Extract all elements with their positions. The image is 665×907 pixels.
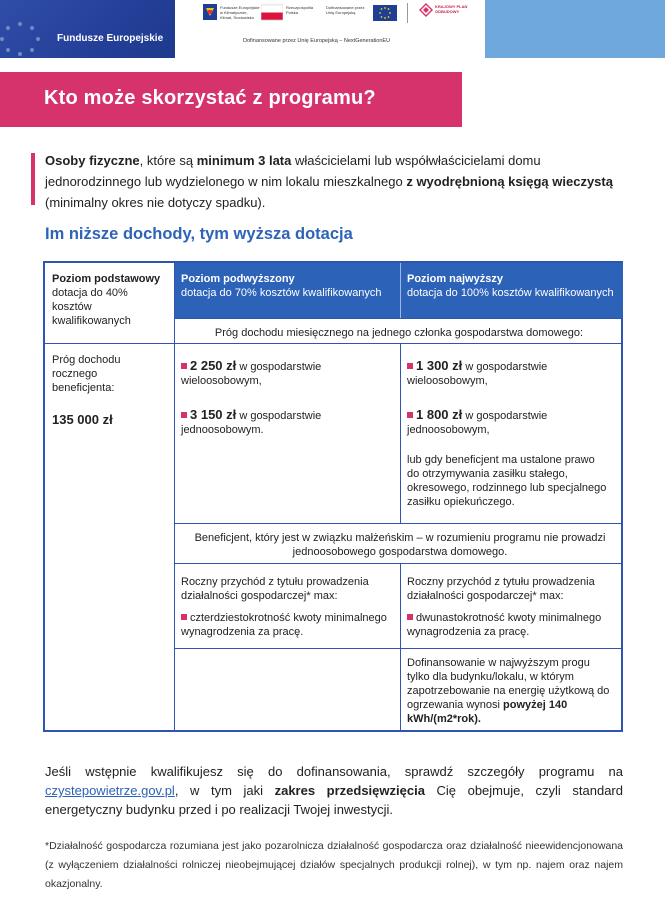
highest-level-title: Poziom najwyższy — [407, 273, 503, 285]
outro-text-3: Cię obejmuje, czyli standard energetyczny budynku przed i po realizacji Twojej inwestycji. — [45, 783, 623, 817]
logo-divider — [407, 3, 408, 23]
eligibility-table — [43, 261, 623, 732]
raised-text-1: w gospodarstwie wieloosobowym, — [181, 361, 322, 387]
raised-amount-1: 2 250 zł — [190, 358, 237, 373]
eu-funds-band — [0, 0, 175, 58]
basic-level-title: Poziom podstawowy — [52, 273, 161, 285]
highest-income-item-1 — [407, 359, 617, 388]
row-line-3 — [174, 563, 623, 564]
raised-revenue-label: Roczny przychód z tytułu prowadzenia działalności gospodarczej* max: — [181, 576, 369, 602]
highest-text-1: w gospodarstwie wieloosobowym, — [407, 361, 548, 387]
eu-funds-label: Fundusze Europejskie — [57, 33, 164, 44]
bullet-square-icon — [181, 412, 187, 418]
raised-revenue-item — [181, 611, 393, 639]
eu-stars-icon — [0, 20, 50, 58]
eu-funds-climate-logo-text: Fundusze Europejskie w Klimatycznie, Klimat, Środowisko — [220, 5, 260, 20]
col-divider-2-header — [400, 263, 401, 318]
program-website-link[interactable]: czystepowietrze.gov.pl — [45, 783, 175, 798]
annual-income-value: 135 000 zł — [52, 412, 113, 427]
row-line-2 — [174, 523, 623, 524]
raised-income-item-1 — [181, 359, 391, 388]
highest-revenue-label: Roczny przychód z tytułu prowadzenia działalności gospodarczej* max: — [407, 576, 595, 602]
energy-text: Dofinansowanie w najwyższym progu tylko dla budynku/lokalu, w którym zapotrzebowanie na energię użytkową do ogrzewania wynosi — [407, 657, 610, 711]
cofunding-text: Dofinansowane przez Unię Europejską – NextGenerationEU — [243, 38, 391, 44]
bullet-square-icon — [407, 363, 413, 369]
intro-text-1: , które są — [139, 153, 197, 168]
intro-text-2: właścicielami lub współwłaścicielami domu jednorodzinnego lub wydzielonego w nim lokalu mieszkalnego — [45, 153, 541, 189]
intro-text-3: (minimalny okres nie dotyczy spadku). — [45, 195, 266, 210]
page-title: Kto może skorzystać z programu? — [44, 87, 376, 109]
intro-paragraph — [45, 150, 635, 213]
section-subheading: Im niższe dochody, tym wyższa dotacja — [45, 225, 353, 243]
row-line-header — [174, 318, 623, 319]
highest-amount-1: 1 300 zł — [416, 358, 463, 373]
bullet-square-icon — [181, 363, 187, 369]
row-line-1 — [45, 343, 623, 344]
highest-level-header — [407, 272, 617, 300]
highest-level-desc: dotacja do 100% kosztów kwalifikowanych — [407, 287, 614, 299]
kpo-logo-icon — [419, 2, 433, 24]
outro-bold: zakres przedsięwzięcia — [274, 783, 425, 798]
outro-text-1: Jeśli wstępnie kwalifikujesz się do dofinansowania, sprawdź szczegóły programu na — [45, 764, 623, 779]
bullet-square-icon — [407, 614, 413, 620]
raised-text-2: w gospodarstwie jednoosobowym. — [181, 410, 322, 436]
energy-requirement-note — [407, 656, 612, 726]
raised-level-desc: dotacja do 70% kosztów kwalifikowanych — [181, 287, 382, 299]
page-header — [0, 0, 665, 58]
highest-revenue-item — [407, 611, 617, 639]
row-line-4 — [174, 648, 623, 649]
raised-income-item-2 — [181, 408, 391, 437]
footnote: *Działalność gospodarcza rozumiana jest jako pozarolnicza działalność gospodarcza oraz działalność nieewidencjonowana (z wyłączeniem działalności rolniczej nieobejmującej działów specjalnych produkcji rolnej), w tym np. najem oraz najem okazjonalny. — [45, 840, 623, 890]
logo-strip — [193, 0, 483, 30]
energy-bold: powyżej 140 kWh/(m2*rok). — [407, 699, 568, 725]
outro-text-2: , w tym jaki — [174, 783, 275, 798]
highest-revenue-text: dwunastokrotność kwoty minimalnego wynagrodzenia za pracę. — [407, 612, 602, 638]
poland-flag-text: Rzeczpospolita Polska — [286, 5, 314, 15]
marriage-note: Beneficjent, który jest w związku małżeńskim – w rozumieniu programu nie prowadzi jednoosobowego gospodarstwa domowego. — [194, 532, 606, 558]
raised-level-title: Poziom podwyższony — [181, 273, 295, 285]
annual-income-label: Próg dochodu rocznego beneficjenta: — [52, 354, 121, 394]
kpo-logo-text: KRAJOWY PLAN ODBUDOWY — [435, 4, 468, 14]
title-banner — [0, 72, 462, 127]
raised-amount-2: 3 150 zł — [190, 407, 237, 422]
raised-revenue-text: czterdziestokrotność kwoty minimalnego wynagrodzenia za pracę. — [181, 612, 387, 638]
header-right-band — [485, 0, 665, 58]
intro-bold-1: Osoby fizyczne — [45, 153, 140, 168]
highest-text-2: w gospodarstwie jednoosobowym, — [407, 410, 548, 436]
poland-flag-icon — [261, 2, 283, 24]
raised-level-header — [181, 272, 393, 300]
highest-amount-2: 1 800 zł — [416, 407, 463, 422]
highest-income-item-2 — [407, 408, 617, 437]
basic-level-desc: dotacja do 40% kosztów kwalifikowanych — [52, 287, 131, 327]
eu-flag-icon — [373, 2, 397, 24]
benefit-note: lub gdy beneficjent ma ustalone prawo do otrzymywania zasiłku stałego, okresowego, rodzinnego lub specjalnego zasiłku opiekuńczego. — [407, 454, 607, 508]
intro-bold-3: z wyodrębnioną księgą wieczystą — [406, 174, 613, 189]
basic-level-header — [52, 272, 170, 328]
col-divider-2a — [400, 343, 401, 523]
bullet-square-icon — [181, 614, 187, 620]
outro-paragraph — [45, 762, 623, 819]
monthly-income-header: Próg dochodu miesięcznego na jednego członka gospodarstwa domowego: — [214, 327, 584, 339]
bullet-square-icon — [407, 412, 413, 418]
eu-funds-climate-logo-icon — [203, 2, 217, 24]
eu-flag-text: Dofinansowane przez Unię Europejską — [326, 5, 365, 15]
intro-accent-bar — [31, 153, 35, 205]
intro-bold-2: minimum 3 lata — [196, 153, 292, 168]
